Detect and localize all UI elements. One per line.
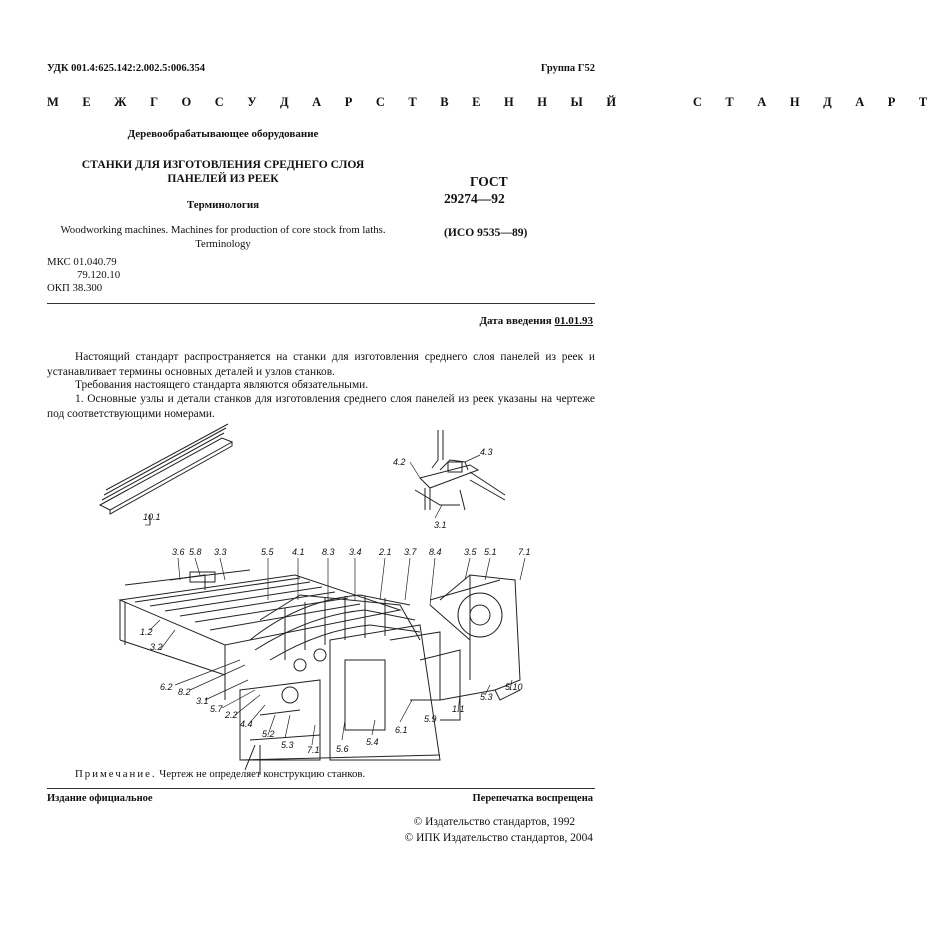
callout-4-2: 4.2 — [393, 457, 406, 467]
callout-5-1: 5.1 — [484, 547, 497, 557]
callout-5-2: 5.2 — [262, 729, 275, 739]
official-edition: Издание официальное — [47, 793, 153, 804]
english-title-line2: Terminology — [195, 238, 251, 250]
main-title-line1: СТАНКИ ДЛЯ ИЗГОТОВЛЕНИЯ СРЕДНЕГО СЛОЯ — [81, 158, 365, 171]
callout-6-1: 6.1 — [395, 725, 408, 735]
intro-date-label: Дата введения — [479, 315, 552, 327]
copyright-2004: © ИПК Издательство стандартов, 2004 — [404, 832, 593, 844]
callout-3-5: 3.5 — [464, 547, 477, 557]
callout-5-3: 5.3 — [281, 740, 294, 750]
subtitle: Терминология — [186, 199, 260, 211]
callout-5-7: 5.7 — [210, 704, 223, 714]
okp-code: ОКП 38.300 — [47, 282, 103, 294]
callout-3-1-detail: 3.1 — [434, 520, 447, 530]
copyright-1992: © Издательство стандартов, 1992 — [413, 816, 576, 828]
callout-3-4: 3.4 — [349, 547, 362, 557]
callout-8-4: 8.4 — [429, 547, 442, 557]
callout-5-5: 5.5 — [261, 547, 274, 557]
callout-3-3: 3.3 — [214, 547, 227, 557]
divider-bottom — [47, 788, 595, 789]
mks-code-1: МКС 01.040.79 — [47, 256, 117, 268]
copyright-block — [404, 814, 593, 846]
detail-drawing — [415, 430, 505, 510]
callout-5-8: 5.8 — [189, 547, 202, 557]
callout-5-10: 5.10 — [505, 682, 523, 692]
category-title: Деревообрабатывающее оборудование — [127, 128, 319, 140]
callout-8-2: 8.2 — [178, 687, 191, 697]
callout-4-1: 4.1 — [292, 547, 305, 557]
callout-3-6: 3.6 — [172, 547, 185, 557]
callout-5-6: 5.6 — [336, 744, 349, 754]
gost-label: ГОСТ — [470, 174, 508, 189]
callout-2-2: 2.2 — [225, 710, 238, 720]
callout-10-1: 10.1 — [143, 512, 161, 522]
callout-6-2: 6.2 — [160, 682, 173, 692]
paragraph-3: 1. Основные узлы и детали станков для изготовления среднего слоя панелей из реек указаны на чертеже под соответствующими номерами. — [47, 393, 595, 420]
laths-bundle-drawing — [100, 424, 232, 525]
callout-5-4: 5.4 — [366, 737, 379, 747]
note-label: Примечание. — [75, 768, 157, 780]
paragraph-1: Настоящий стандарт распространяется на станки для изготовления среднего слоя панелей из реек и устанавливает термины основных деталей и узлов станков. — [47, 351, 595, 378]
callout-4-4: 4.4 — [240, 719, 253, 729]
paragraph-2: Требования настоящего стандарта являются обязательными. — [75, 379, 369, 391]
main-title-line2: ПАНЕЛЕЙ ИЗ РЕЕК — [167, 172, 279, 185]
callout-5-9: 5.9 — [424, 714, 437, 724]
callout-2-1: 2.1 — [379, 547, 392, 557]
callout-3-1: 3.1 — [196, 696, 209, 706]
callout-5-3-right: 5.3 — [480, 692, 493, 702]
main-machine-drawing — [120, 570, 520, 775]
callout-7-1-top: 7.1 — [518, 547, 531, 557]
drawing-note — [75, 768, 365, 780]
callout-1-2: 1.2 — [140, 627, 153, 637]
intro-date-value: 01.01.93 — [554, 315, 593, 327]
callout-7-1-bottom: 7.1 — [307, 745, 320, 755]
note-text: Чертеж не определяет конструкцию станков. — [156, 768, 366, 780]
callout-3-7: 3.7 — [404, 547, 417, 557]
callout-4-3: 4.3 — [480, 447, 493, 457]
drawing-callouts — [140, 447, 531, 755]
callout-1-1: 1.1 — [452, 704, 465, 714]
udk-code: УДК 001.4:625.142:2.002.5:006.354 — [47, 63, 205, 74]
callout-3-2: 3.2 — [150, 642, 163, 652]
mks-code-2: 79.120.10 — [77, 269, 121, 281]
group-code: Группа Г52 — [540, 63, 595, 74]
callout-8-3: 8.3 — [322, 547, 335, 557]
interstate-standard-heading: М Е Ж Г О С У Д А Р С Т В Е Н Н Ы Й С Т А Н Д А Р Т — [47, 95, 937, 109]
iso-number: (ИСО 9535—89) — [444, 226, 528, 239]
english-title-line1: Woodworking machines. Machines for production of core stock from laths. — [60, 224, 386, 236]
reprint-prohibited: Перепечатка воспрещена — [472, 793, 593, 804]
gost-number: 29274—92 — [444, 191, 505, 206]
